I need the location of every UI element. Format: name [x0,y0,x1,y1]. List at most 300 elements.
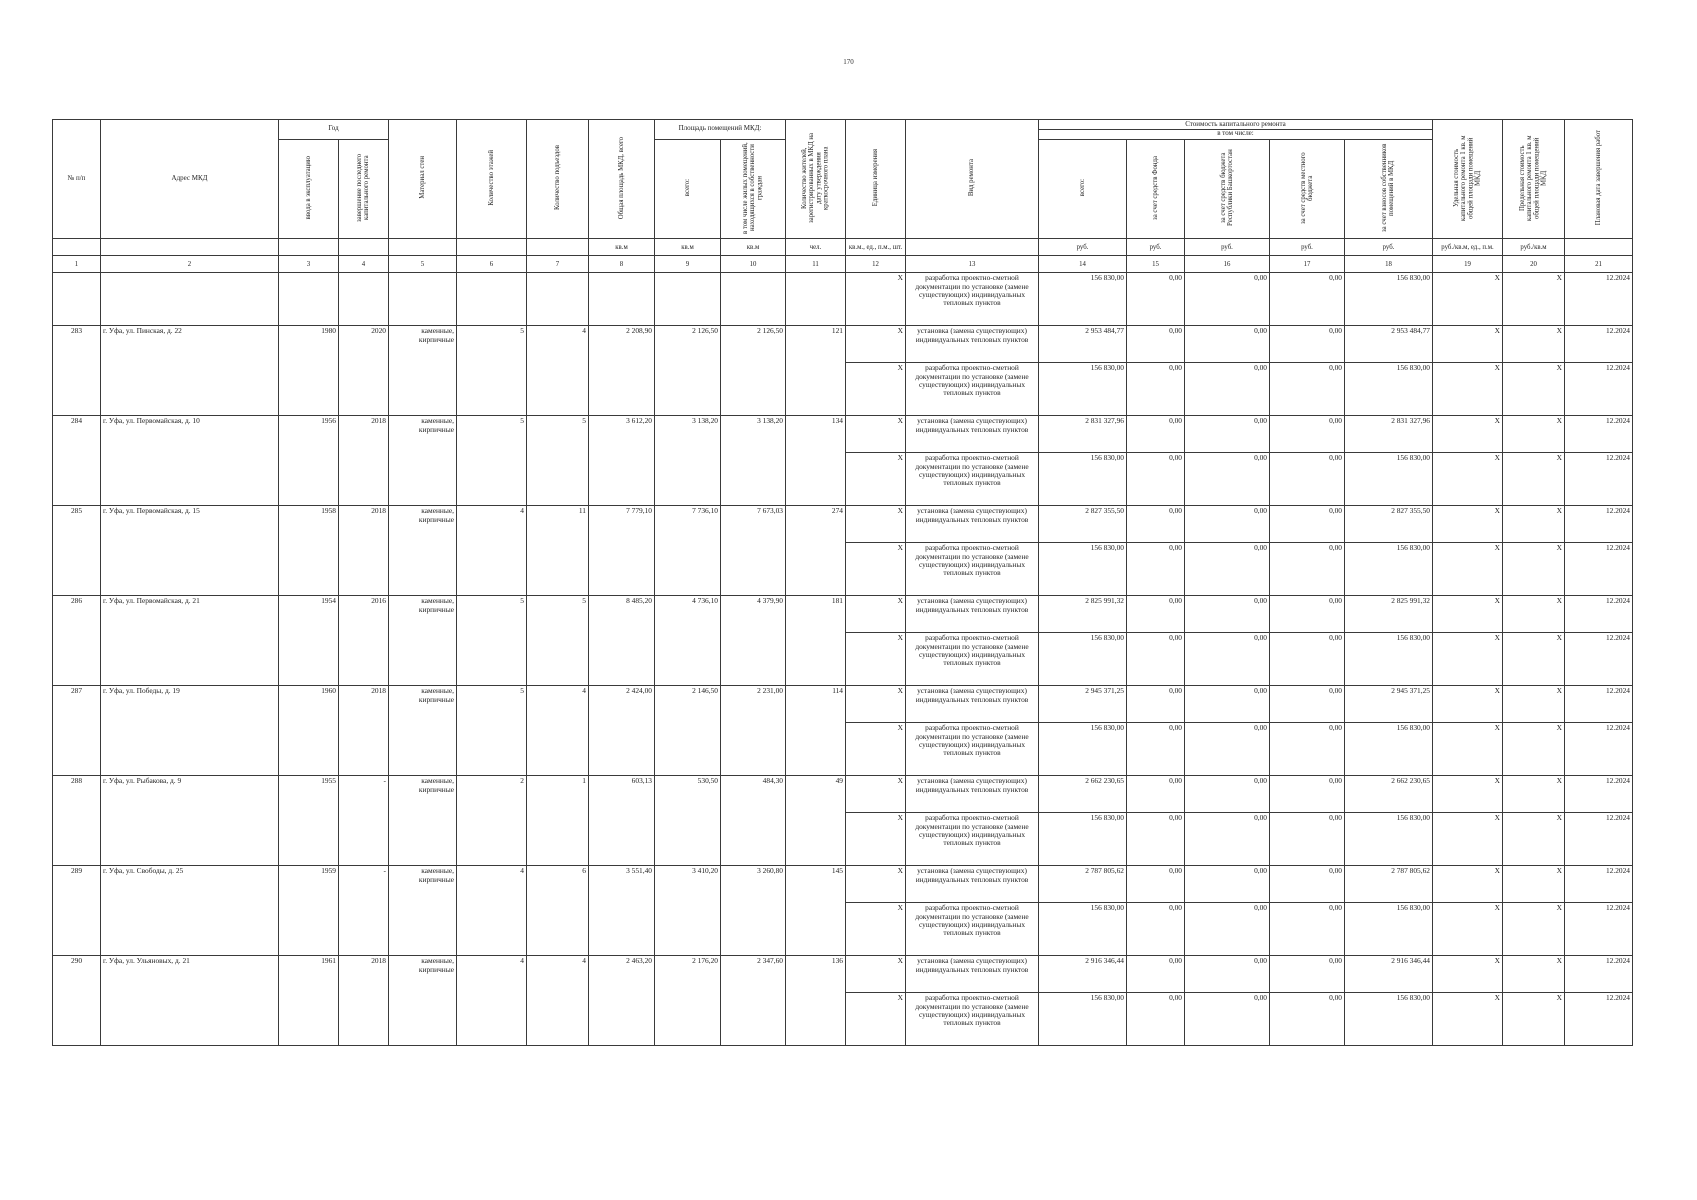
unit-cell: кв.м [655,239,721,256]
work-type-cell: установка (замена существующих) индивидуальных тепловых пунктов [906,506,1039,543]
cost-local-cell: 0,00 [1270,686,1345,723]
work-type-cell: разработка проектно-сметной документации по установке (замене существующих) индивидуальных тепловых пунктов [906,633,1039,686]
work-type-cell: разработка проектно-сметной документации по установке (замене существующих) индивидуальных тепловых пунктов [906,453,1039,506]
cost-fund-cell: 0,00 [1127,903,1185,956]
unit-cost-cell: X [1433,326,1503,363]
year-repair-cell: 2018 [339,686,389,776]
cost-total-cell: 2 787 805,62 [1039,866,1127,903]
unit-cell: руб. [1270,239,1345,256]
unit-cell: руб. [1345,239,1433,256]
measure-unit-cell: X [846,596,906,633]
row-number: 287 [53,686,101,776]
cost-owners-cell: 2 945 371,25 [1345,686,1433,723]
column-numbers-row [53,256,1633,273]
cost-local-cell: 0,00 [1270,273,1345,326]
unit-cell: кв.м [589,239,655,256]
entrances-cell: 11 [527,506,589,596]
max-cost-cell: X [1503,506,1565,543]
empty-cell [527,273,589,326]
cost-local-cell: 0,00 [1270,813,1345,866]
total-area-cell: 7 779,10 [589,506,655,596]
cost-fund-cell: 0,00 [1127,723,1185,776]
empty-cell [721,273,786,326]
cost-owners-cell: 2 787 805,62 [1345,866,1433,903]
area-total-cell: 4 736,10 [655,596,721,686]
address-cell: г. Уфа, ул. Первомайская, д. 21 [101,596,279,686]
max-cost-cell: X [1503,363,1565,416]
cost-local-cell: 0,00 [1270,866,1345,903]
unit-cell: руб./кв.м [1503,239,1565,256]
cost-total-cell: 156 830,00 [1039,363,1127,416]
measure-unit-cell: X [846,776,906,813]
year-repair-cell: 2018 [339,416,389,506]
cost-owners-cell: 2 953 484,77 [1345,326,1433,363]
address-cell: г. Уфа, ул. Рыбакова, д. 9 [101,776,279,866]
cost-rb-cell: 0,00 [1185,686,1270,723]
area-total-cell: 2 146,50 [655,686,721,776]
cost-fund-cell: 0,00 [1127,453,1185,506]
table-row [53,956,1633,993]
planned-date-cell: 12.2024 [1565,993,1633,1046]
planned-date-cell: 12.2024 [1565,596,1633,633]
area-living-cell: 2 231,00 [721,686,786,776]
entrances-cell: 4 [527,686,589,776]
cost-fund-cell: 0,00 [1127,686,1185,723]
cost-rb-cell: 0,00 [1185,813,1270,866]
empty-cell [655,273,721,326]
cost-local-cell: 0,00 [1270,633,1345,686]
cost-total-cell: 2 825 991,32 [1039,596,1127,633]
area-living-cell: 4 379,90 [721,596,786,686]
unit-cost-cell: X [1433,956,1503,993]
planned-date-cell: 12.2024 [1565,543,1633,596]
cost-local-cell: 0,00 [1270,723,1345,776]
column-number-cell: 18 [1345,256,1433,273]
cost-rb-cell: 0,00 [1185,363,1270,416]
cost-owners-cell: 2 827 355,50 [1345,506,1433,543]
year-repair-cell: - [339,776,389,866]
max-cost-cell: X [1503,686,1565,723]
cost-rb-cell: 0,00 [1185,866,1270,903]
cost-rb-cell: 0,00 [1185,326,1270,363]
cost-local-cell: 0,00 [1270,543,1345,596]
entrances-cell: 5 [527,596,589,686]
floors-cell: 2 [457,776,527,866]
table-header [53,120,1633,273]
unit-cost-cell: X [1433,903,1503,956]
address-cell: г. Уфа, ул. Первомайская, д. 15 [101,506,279,596]
header-total-area: Общая площадь МКД, всего [589,120,655,239]
empty-cell [389,273,457,326]
unit-cost-cell: X [1433,416,1503,453]
cost-owners-cell: 156 830,00 [1345,813,1433,866]
cost-local-cell: 0,00 [1270,416,1345,453]
unit-cost-cell: X [1433,866,1503,903]
work-type-cell: установка (замена существующих) индивидуальных тепловых пунктов [906,776,1039,813]
unit-cell [457,239,527,256]
measure-unit-cell: X [846,686,906,723]
entrances-cell: 6 [527,866,589,956]
cost-fund-cell: 0,00 [1127,326,1185,363]
column-number-cell: 20 [1503,256,1565,273]
column-number-cell: 21 [1565,256,1633,273]
column-number-cell: 3 [279,256,339,273]
cost-rb-cell: 0,00 [1185,506,1270,543]
cost-owners-cell: 2 831 327,96 [1345,416,1433,453]
work-type-cell: установка (замена существующих) индивидуальных тепловых пунктов [906,956,1039,993]
header-area-living: в том числе жилых помещений, находящихся в собственности граждан [721,139,786,239]
floors-cell: 5 [457,326,527,416]
planned-date-cell: 12.2024 [1565,956,1633,993]
floors-cell: 4 [457,956,527,1046]
column-number-cell: 11 [786,256,846,273]
header-wall-material: Материал стен [389,120,457,239]
column-number-cell: 12 [846,256,906,273]
column-number-cell: 13 [906,256,1039,273]
row-number: 288 [53,776,101,866]
column-number-cell: 4 [339,256,389,273]
cost-owners-cell: 2 916 346,44 [1345,956,1433,993]
cost-owners-cell: 156 830,00 [1345,633,1433,686]
measure-unit-cell: X [846,813,906,866]
cost-rb-cell: 0,00 [1185,273,1270,326]
units-row [53,239,1633,256]
measure-unit-cell: X [846,866,906,903]
row-number: 286 [53,596,101,686]
residents-cell: 134 [786,416,846,506]
measure-unit-cell: X [846,723,906,776]
measure-unit-cell: X [846,903,906,956]
unit-cost-cell: X [1433,596,1503,633]
column-number-cell: 8 [589,256,655,273]
floors-cell: 5 [457,686,527,776]
planned-date-cell: 12.2024 [1565,723,1633,776]
header-unit-cost: Удельная стоимость капитального ремонта 1 кв. м общей площади помещений МКД [1433,120,1503,239]
cost-rb-cell: 0,00 [1185,596,1270,633]
unit-cost-cell: X [1433,506,1503,543]
cost-local-cell: 0,00 [1270,956,1345,993]
cost-total-cell: 2 827 355,50 [1039,506,1127,543]
wall-material-cell: каменные, кирпичные [389,686,457,776]
max-cost-cell: X [1503,273,1565,326]
max-cost-cell: X [1503,596,1565,633]
empty-cell [279,273,339,326]
entrances-cell: 4 [527,956,589,1046]
planned-date-cell: 12.2024 [1565,633,1633,686]
year-commission-cell: 1955 [279,776,339,866]
total-area-cell: 3 551,40 [589,866,655,956]
row-number: 285 [53,506,101,596]
planned-date-cell: 12.2024 [1565,453,1633,506]
cost-total-cell: 2 953 484,77 [1039,326,1127,363]
floors-cell: 5 [457,416,527,506]
cost-owners-cell: 156 830,00 [1345,993,1433,1046]
area-living-cell: 7 673,03 [721,506,786,596]
column-number-cell: 17 [1270,256,1345,273]
residents-cell: 49 [786,776,846,866]
max-cost-cell: X [1503,956,1565,993]
header-cost-group: Стоимость капитального ремонта в том числе: [1039,120,1433,140]
unit-cost-cell: X [1433,993,1503,1046]
cost-fund-cell: 0,00 [1127,866,1185,903]
cost-local-cell: 0,00 [1270,776,1345,813]
unit-cell: руб./кв.м, ед., п.м. [1433,239,1503,256]
cost-local-cell: 0,00 [1270,993,1345,1046]
cost-fund-cell: 0,00 [1127,813,1185,866]
max-cost-cell: X [1503,453,1565,506]
cost-fund-cell: 0,00 [1127,273,1185,326]
measure-unit-cell: X [846,993,906,1046]
work-type-cell: установка (замена существующих) индивидуальных тепловых пунктов [906,866,1039,903]
unit-cell: руб. [1185,239,1270,256]
column-number-cell: 14 [1039,256,1127,273]
total-area-cell: 3 612,20 [589,416,655,506]
wall-material-cell: каменные, кирпичные [389,956,457,1046]
cost-rb-cell: 0,00 [1185,776,1270,813]
area-total-cell: 2 176,20 [655,956,721,1046]
cost-total-cell: 156 830,00 [1039,813,1127,866]
empty-cell [101,273,279,326]
residents-cell: 121 [786,326,846,416]
floors-cell: 4 [457,866,527,956]
cost-rb-cell: 0,00 [1185,993,1270,1046]
unit-cost-cell: X [1433,776,1503,813]
total-area-cell: 8 485,20 [589,596,655,686]
unit-cost-cell: X [1433,363,1503,416]
cost-total-cell: 156 830,00 [1039,993,1127,1046]
work-type-cell: разработка проектно-сметной документации по установке (замене существующих) индивидуальных тепловых пунктов [906,903,1039,956]
work-type-cell: разработка проектно-сметной документации по установке (замене существующих) индивидуальных тепловых пунктов [906,363,1039,416]
max-cost-cell: X [1503,326,1565,363]
table-row [53,273,1633,326]
measure-unit-cell: X [846,363,906,416]
cost-fund-cell: 0,00 [1127,543,1185,596]
area-living-cell: 484,30 [721,776,786,866]
column-number-cell: 10 [721,256,786,273]
area-living-cell: 3 138,20 [721,416,786,506]
residents-cell: 114 [786,686,846,776]
planned-date-cell: 12.2024 [1565,416,1633,453]
column-number-cell: 9 [655,256,721,273]
max-cost-cell: X [1503,813,1565,866]
measure-unit-cell: X [846,416,906,453]
planned-date-cell: 12.2024 [1565,903,1633,956]
cost-fund-cell: 0,00 [1127,993,1185,1046]
measure-unit-cell: X [846,956,906,993]
header-cost-fund: за счет средств Фонда [1127,139,1185,239]
area-total-cell: 3 138,20 [655,416,721,506]
year-repair-cell: 2018 [339,506,389,596]
cost-total-cell: 156 830,00 [1039,543,1127,596]
entrances-cell: 5 [527,416,589,506]
header-year-group: Год [279,120,389,140]
unit-cost-cell: X [1433,543,1503,596]
address-cell: г. Уфа, ул. Ульяновых, д. 21 [101,956,279,1046]
row-number: 283 [53,326,101,416]
header-measure-unit: Единица измерения [846,120,906,239]
max-cost-cell: X [1503,633,1565,686]
work-type-cell: разработка проектно-сметной документации по установке (замене существующих) индивидуальных тепловых пунктов [906,723,1039,776]
year-commission-cell: 1980 [279,326,339,416]
unit-cell: чел. [786,239,846,256]
empty-cell [589,273,655,326]
cost-fund-cell: 0,00 [1127,633,1185,686]
cost-total-cell: 156 830,00 [1039,273,1127,326]
cost-owners-cell: 2 662 230,65 [1345,776,1433,813]
column-number-cell: 2 [101,256,279,273]
unit-cost-cell: X [1433,453,1503,506]
cost-rb-cell: 0,00 [1185,543,1270,596]
work-type-cell: установка (замена существующих) индивидуальных тепловых пунктов [906,686,1039,723]
unit-cell [906,239,1039,256]
year-commission-cell: 1954 [279,596,339,686]
column-number-cell: 19 [1433,256,1503,273]
wall-material-cell: каменные, кирпичные [389,866,457,956]
table-row [53,776,1633,813]
column-number-cell: 5 [389,256,457,273]
cost-local-cell: 0,00 [1270,363,1345,416]
unit-cost-cell: X [1433,813,1503,866]
measure-unit-cell: X [846,543,906,596]
year-commission-cell: 1959 [279,866,339,956]
cost-fund-cell: 0,00 [1127,363,1185,416]
residents-cell: 181 [786,596,846,686]
cost-rb-cell: 0,00 [1185,453,1270,506]
cost-rb-cell: 0,00 [1185,723,1270,776]
row-number: 289 [53,866,101,956]
area-total-cell: 530,50 [655,776,721,866]
cost-owners-cell: 156 830,00 [1345,363,1433,416]
unit-cell [339,239,389,256]
unit-cost-cell: X [1433,273,1503,326]
cost-rb-cell: 0,00 [1185,416,1270,453]
year-repair-cell: 2020 [339,326,389,416]
unit-cell [279,239,339,256]
row-number: 284 [53,416,101,506]
wall-material-cell: каменные, кирпичные [389,776,457,866]
cost-local-cell: 0,00 [1270,326,1345,363]
address-cell: г. Уфа, ул. Свободы, д. 25 [101,866,279,956]
wall-material-cell: каменные, кирпичные [389,506,457,596]
area-total-cell: 3 410,20 [655,866,721,956]
cost-fund-cell: 0,00 [1127,776,1185,813]
work-type-cell: разработка проектно-сметной документации по установке (замене существующих) индивидуальных тепловых пунктов [906,993,1039,1046]
table-body [53,273,1633,1046]
residents-cell: 136 [786,956,846,1046]
header-year-last-repair: завершение последнего капитального ремонта [339,139,389,239]
year-commission-cell: 1956 [279,416,339,506]
header-work-type: Вид ремонта [906,120,1039,239]
cost-fund-cell: 0,00 [1127,506,1185,543]
unit-cell [1565,239,1633,256]
header-floors: Количество этажей [457,120,527,239]
max-cost-cell: X [1503,903,1565,956]
max-cost-cell: X [1503,776,1565,813]
column-number-cell: 16 [1185,256,1270,273]
max-cost-cell: X [1503,993,1565,1046]
total-area-cell: 2 208,90 [589,326,655,416]
cost-total-cell: 2 831 327,96 [1039,416,1127,453]
residents-cell: 274 [786,506,846,596]
unit-cell: кв.м., ед., п.м., шт. [846,239,906,256]
table-row [53,416,1633,453]
header-cost-owners: за счет взносов собственников помещений в МКД [1345,139,1433,239]
measure-unit-cell: X [846,506,906,543]
table-row [53,686,1633,723]
area-total-cell: 2 126,50 [655,326,721,416]
page-number: 170 [843,58,854,66]
year-repair-cell: - [339,866,389,956]
cost-total-cell: 156 830,00 [1039,453,1127,506]
planned-date-cell: 12.2024 [1565,363,1633,416]
cost-rb-cell: 0,00 [1185,903,1270,956]
work-type-cell: разработка проектно-сметной документации по установке (замене существующих) индивидуальных тепловых пунктов [906,543,1039,596]
unit-cost-cell: X [1433,686,1503,723]
work-type-cell: установка (замена существующих) индивидуальных тепловых пунктов [906,596,1039,633]
header-residents: Количество жителей, зарегистрированных в МКД на дату утверждения краткосрочного плана [786,120,846,239]
unit-cell: руб. [1039,239,1127,256]
cost-total-cell: 2 916 346,44 [1039,956,1127,993]
cost-rb-cell: 0,00 [1185,633,1270,686]
empty-cell [53,273,101,326]
table-row [53,326,1633,363]
planned-date-cell: 12.2024 [1565,866,1633,903]
floors-cell: 4 [457,506,527,596]
planned-date-cell: 12.2024 [1565,326,1633,363]
empty-cell [786,273,846,326]
column-number-cell: 7 [527,256,589,273]
unit-cell [527,239,589,256]
unit-cell [53,239,101,256]
cost-rb-cell: 0,00 [1185,956,1270,993]
cost-total-cell: 2 945 371,25 [1039,686,1127,723]
cost-fund-cell: 0,00 [1127,596,1185,633]
year-repair-cell: 2016 [339,596,389,686]
empty-cell [339,273,389,326]
cost-local-cell: 0,00 [1270,506,1345,543]
address-cell: г. Уфа, ул. Пинская, д. 22 [101,326,279,416]
unit-cell: руб. [1127,239,1185,256]
max-cost-cell: X [1503,543,1565,596]
header-cost-including: в том числе: [1039,129,1432,138]
floors-cell: 5 [457,596,527,686]
measure-unit-cell: X [846,326,906,363]
cost-total-cell: 156 830,00 [1039,633,1127,686]
cost-owners-cell: 2 825 991,32 [1345,596,1433,633]
address-cell: г. Уфа, ул. Первомайская, д. 10 [101,416,279,506]
row-number: 290 [53,956,101,1046]
total-area-cell: 603,13 [589,776,655,866]
header-year-commission: ввода в эксплуатацию [279,139,339,239]
wall-material-cell: каменные, кирпичные [389,596,457,686]
cost-fund-cell: 0,00 [1127,416,1185,453]
cost-local-cell: 0,00 [1270,596,1345,633]
header-cost-local: за счет средств местного бюджета [1270,139,1345,239]
table-row [53,506,1633,543]
column-number-cell: 1 [53,256,101,273]
entrances-cell: 1 [527,776,589,866]
header-area-group: Площадь помещений МКД: [655,120,786,140]
max-cost-cell: X [1503,416,1565,453]
cost-fund-cell: 0,00 [1127,956,1185,993]
wall-material-cell: каменные, кирпичные [389,326,457,416]
address-cell: г. Уфа, ул. Победы, д. 19 [101,686,279,776]
year-commission-cell: 1961 [279,956,339,1046]
measure-unit-cell: X [846,453,906,506]
max-cost-cell: X [1503,866,1565,903]
header-area-total: всего: [655,139,721,239]
header-no: № п/п [53,120,101,239]
